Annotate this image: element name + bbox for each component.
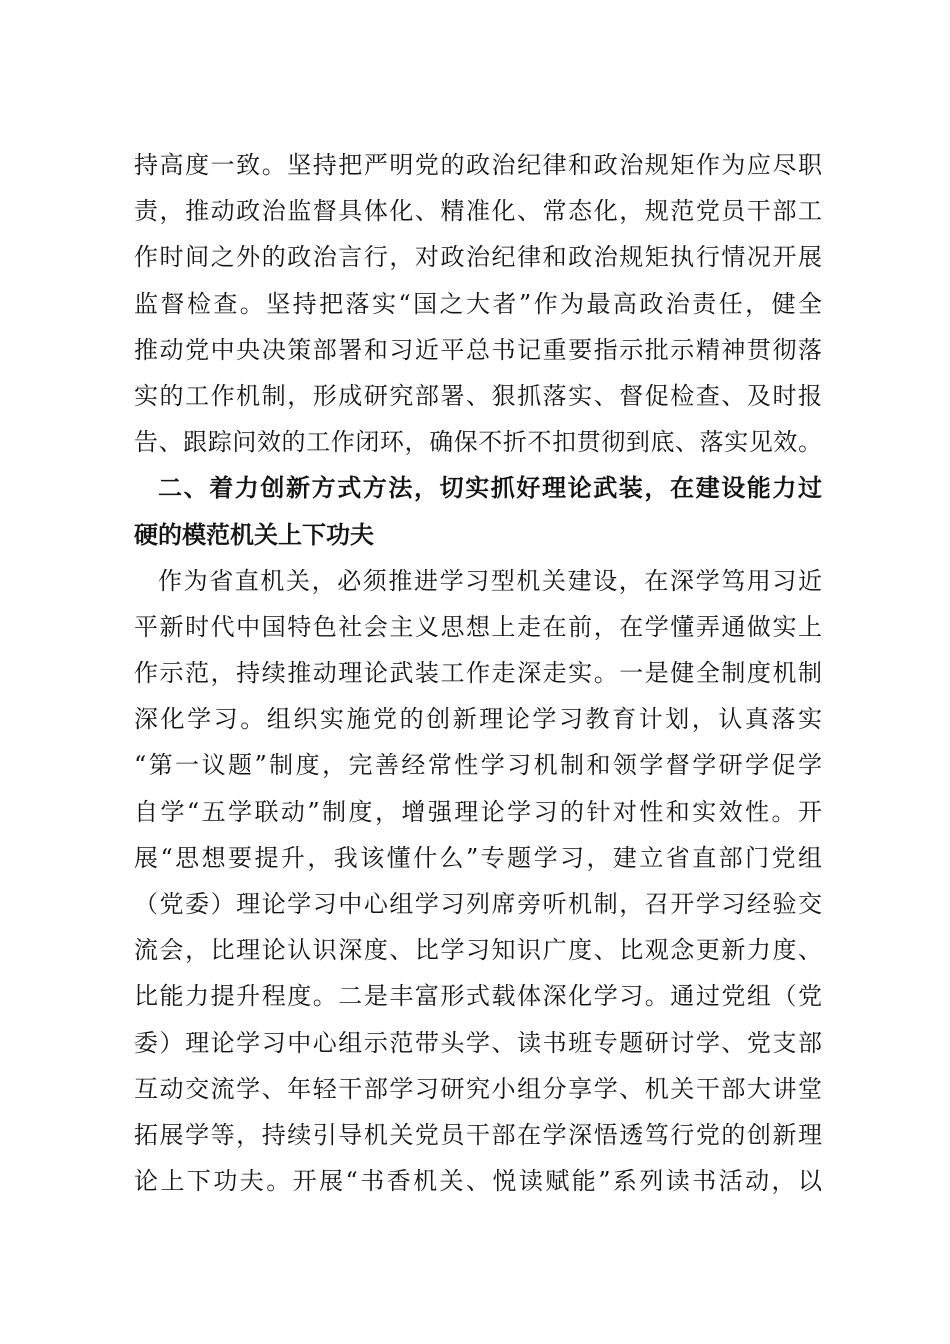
text-line: 推动党中央决策部署和习近平总书记重要指示批示精神贯彻落 (134, 335, 822, 364)
text-line: 责，推动政治监督具体化、精准化、常态化，规范党员干部工 (134, 197, 822, 226)
text-line: 告、跟踪问效的工作闭环，确保不折不扣贯彻到底、落实见效。 (134, 428, 822, 457)
section-heading (134, 465, 822, 557)
body-paragraph-1 (134, 142, 822, 465)
document-body (134, 142, 822, 1204)
text-line: 作为省直机关，必须推进学习型机关建设，在深学笃用习近 (158, 566, 822, 595)
heading-line: 硬的模范机关上下功夫 (134, 520, 374, 549)
text-line: 互动交流学、年轻干部学习研究小组分享学、机关干部大讲堂 (134, 1074, 822, 1103)
text-line: 流会，比理论认识深度、比学习知识广度、比观念更新力度、 (134, 936, 822, 965)
text-line: 作时间之外的政治言行，对政治纪律和政治规矩执行情况开展 (134, 243, 822, 272)
text-line: 持高度一致。坚持把严明党的政治纪律和政治规矩作为应尽职 (134, 151, 822, 179)
text-line: 深化学习。组织实施党的创新理论学习教育计划，认真落实 (134, 705, 822, 734)
text-line: 委）理论学习中心组示范带头学、读书班专题研讨学、党支部 (134, 1028, 822, 1057)
text-line: 自学“五学联动”制度，增强理论学习的针对性和实效性。开 (134, 797, 822, 826)
heading-line: 二、着力创新方式方法，切实抓好理论武装，在建设能力过 (158, 474, 822, 503)
text-line: （党委）理论学习中心组学习列席旁听机制，召开学习经验交 (134, 890, 822, 918)
text-line: 监督检查。坚持把落实“国之大者”作为最高政治责任，健全 (134, 289, 822, 318)
text-line: 作示范，持续推动理论武装工作走深走实。一是健全制度机制 (134, 659, 822, 688)
body-paragraph-2 (134, 558, 822, 1205)
text-line: 实的工作机制，形成研究部署、狠抓落实、督促检查、及时报 (134, 381, 822, 410)
text-line: 比能力提升程度。二是丰富形式载体深化学习。通过党组（党 (134, 982, 822, 1011)
text-line: 平新时代中国特色社会主义思想上走在前，在学懂弄通做实上 (134, 612, 822, 641)
text-line: 展“思想要提升，我该懂什么”专题学习，建立省直部门党组 (134, 843, 822, 872)
text-line: 拓展学等，持续引导机关党员干部在学深悟透笃行党的创新理 (134, 1120, 822, 1149)
text-line: 论上下功夫。开展“书香机关、悦读赋能”系列读书活动，以 (134, 1167, 822, 1196)
text-line: “第一议题”制度，完善经常性学习机制和领学督学研学促学 (134, 751, 822, 780)
